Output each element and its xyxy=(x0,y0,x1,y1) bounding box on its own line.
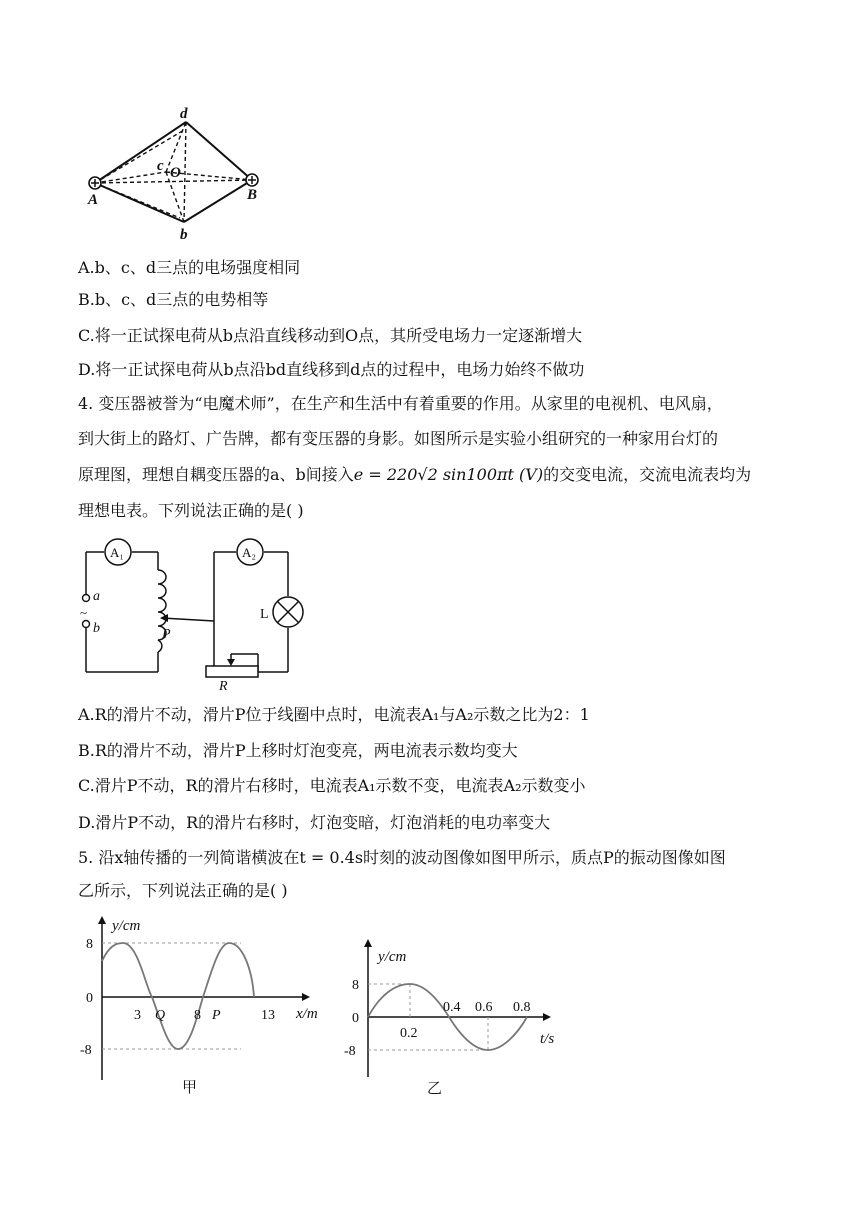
terminal-b xyxy=(83,621,90,628)
jia-tick-x13: 13 xyxy=(261,1008,275,1023)
q4-option-c: C.滑片P不动，R的滑片右移时，电流表A₁示数不变，电流表A₂示数变小 xyxy=(78,776,586,795)
label-A: A xyxy=(88,192,99,208)
yi-x-arrow xyxy=(543,1013,551,1021)
label-slider-P: P xyxy=(162,627,171,642)
q4-stem-line3 xyxy=(78,464,751,486)
jia-y-arrow xyxy=(98,916,106,924)
graph-vibration-yi xyxy=(340,935,570,1100)
slider-P-line xyxy=(162,618,214,621)
yi-tick-yn8: -8 xyxy=(344,1044,356,1059)
jia-wave-curve xyxy=(102,943,254,1049)
graph-wave-jia xyxy=(76,908,336,1098)
q4-stem-line1: 4. 变压器被誉为“电魔术师”，在生产和生活中有着重要的作用。从家里的电视机、电风扇， xyxy=(78,394,723,413)
q3-option-b: B.b、c、d三点的电势相等 xyxy=(78,290,269,309)
yi-tick-y0: 0 xyxy=(352,1011,359,1026)
charge-B xyxy=(246,174,258,186)
yi-tick-t08: 0.8 xyxy=(513,1000,531,1015)
q4-stem-line4: 理想电表。下列说法正确的是( ) xyxy=(78,501,304,520)
label-rheostat-R: R xyxy=(219,679,228,690)
q3-option-a: A.b、c、d三点的电场强度相同 xyxy=(78,258,301,277)
q4-option-d: D.滑片P不动，R的滑片右移时，灯泡变暗，灯泡消耗的电功率变大 xyxy=(78,813,551,832)
ammeter-A2-label: A₂ xyxy=(242,545,256,560)
label-ac-symbol: ~ xyxy=(80,605,88,620)
q4-formula: e = 220√2 sin100πt (V) xyxy=(353,465,544,484)
q5-stem-line2: 乙所示，下列说法正确的是( ) xyxy=(78,881,288,900)
label-terminal-b: b xyxy=(93,621,100,636)
charge-A xyxy=(89,177,101,189)
jia-tick-yn8: -8 xyxy=(80,1043,92,1058)
rheostat-R xyxy=(206,666,258,677)
label-d: d xyxy=(180,106,188,122)
terminal-a xyxy=(83,595,90,602)
yi-ylabel: y/cm xyxy=(378,949,407,965)
jia-tick-y0: 0 xyxy=(86,991,93,1006)
q5-stem-line1: 5. 沿x轴传播的一列简谐横波在t = 0.4s时刻的波动图像如图甲所示，质点P的振动图像如图 xyxy=(78,848,726,867)
label-B: B xyxy=(247,187,258,203)
label-b: b xyxy=(180,227,188,243)
edge-b-B xyxy=(184,180,252,222)
yi-tick-t02: 0.2 xyxy=(400,1026,418,1041)
q3-option-c: C.将一正试探电荷从b点沿直线移动到O点，其所受电场力一定逐渐增大 xyxy=(78,326,583,345)
label-O: O xyxy=(170,165,181,181)
q3-option-d: D.将一正试探电荷从b点沿bd直线移到d点的过程中，电场力始终不做功 xyxy=(78,360,585,379)
yi-tick-t06: 0.6 xyxy=(475,1000,493,1015)
lamp-L xyxy=(273,597,303,627)
ammeter-A1-label: A₁ xyxy=(110,545,124,560)
dash-A-c xyxy=(95,172,166,183)
edge-d-B xyxy=(186,122,252,180)
jia-xlabel: x/m xyxy=(296,1006,318,1022)
jia-x-arrow xyxy=(302,993,310,1001)
dash-d-b xyxy=(184,122,186,222)
jia-tick-x8: 8 xyxy=(194,1008,201,1023)
jia-ylabel: y/cm xyxy=(112,918,141,934)
q4-stem-line3-pre: 原理图，理想自耦变压器的a、b间接入 xyxy=(78,465,354,484)
yi-y-arrow xyxy=(364,939,372,947)
q4-option-a: A.R的滑片不动，滑片P位于线圈中点时，电流表A₁与A₂示数之比为2：1 xyxy=(78,705,590,724)
yi-caption: 乙 xyxy=(427,1081,443,1097)
q4-stem-line2: 到大街上的路灯、广告牌，都有变压器的身影。如图所示是实验小组研究的一种家用台灯的 xyxy=(78,429,719,448)
jia-tick-y8: 8 xyxy=(86,937,93,952)
jia-caption: 甲 xyxy=(182,1080,198,1096)
jia-label-P: P xyxy=(212,1008,221,1023)
figure-charge-diagram xyxy=(80,100,280,245)
rheostat-arrowhead xyxy=(227,659,235,666)
label-lamp-L: L xyxy=(260,607,269,622)
yi-xlabel: t/s xyxy=(540,1031,555,1047)
jia-tick-x3: 3 xyxy=(134,1008,141,1023)
q4-option-b: B.R的滑片不动，滑片P上移时灯泡变亮，两电流表示数均变大 xyxy=(78,741,518,760)
figure-transformer-circuit xyxy=(76,532,306,690)
label-c: c xyxy=(157,158,164,174)
label-terminal-a: a xyxy=(93,589,100,604)
jia-label-Q: Q xyxy=(155,1008,166,1023)
yi-tick-t04: 0.4 xyxy=(443,1000,461,1015)
yi-tick-y8: 8 xyxy=(352,978,359,993)
q4-stem-line3-post: 的交变电流，交流电流表均为 xyxy=(543,465,752,484)
